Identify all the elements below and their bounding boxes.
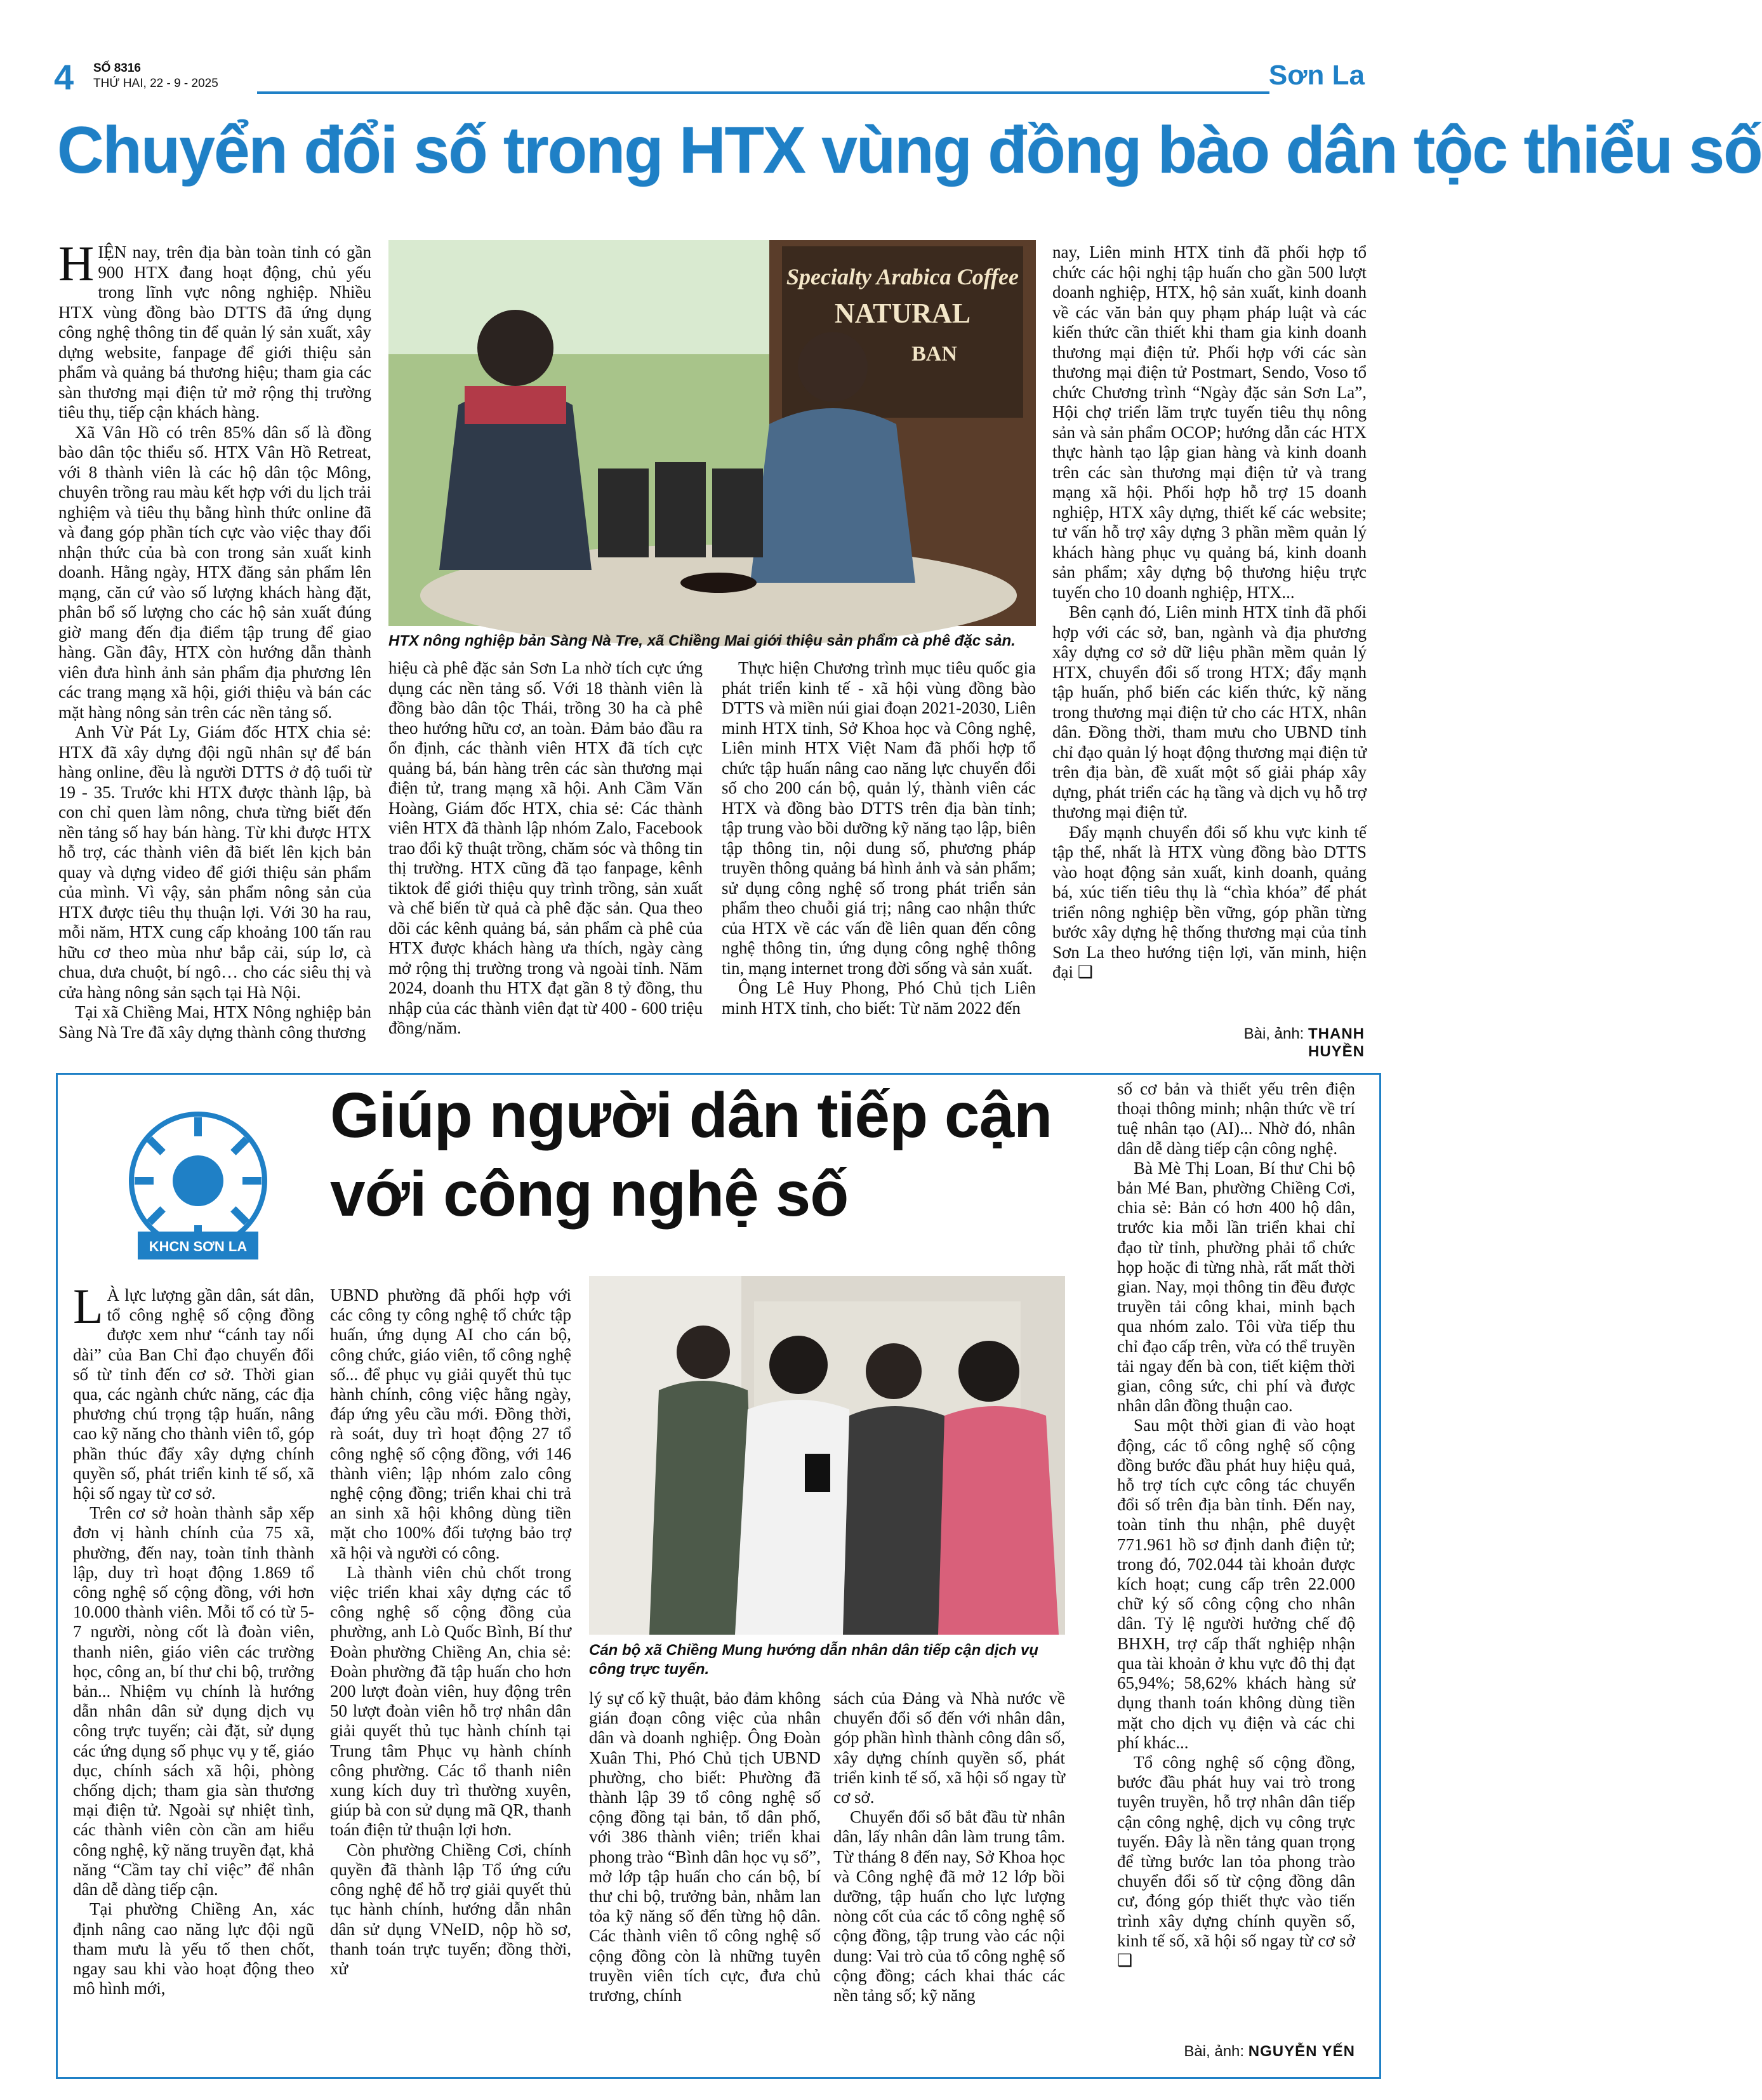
page-number: 4	[54, 57, 74, 97]
page-header	[54, 58, 1365, 96]
article2-paragraph: Chuyển đổi số bắt đầu từ nhân dân, lấy nhân dân làm trung tâm. Từ tháng 8 đến nay, Sở Khoa học và Công nghệ đã mở 12 lớp bồi dưỡng, tập huấn cho lực lượng nòng cốt của các tổ công nghệ số cộng đồng, tập trung vào các nội dung: Vai trò của tổ công nghệ số cộng đồng; cách khai thác các nền tảng số; kỹ năng	[833, 1807, 1065, 2005]
article1-paragraph: Đẩy mạnh chuyển đổi số khu vực kinh tế tập thể, nhất là HTX vùng đồng bào DTTS vào hoạt động sản xuất, kinh doanh, quảng bá, xúc tiến tiêu thụ là “chìa khóa” để phát triển nông nghiệp bền vững, góp phần từng bước xây dựng hệ thống thương mại của tỉnh Sơn La theo hướng tiện lợi, văn minh, hiện đại ❑	[1052, 822, 1367, 981]
article1-paragraph: HIỆN nay, trên địa bàn toàn tỉnh có gần 900 HTX đang hoạt động, chủ yếu trong lĩnh vực nông nghiệp. Nhiều HTX vùng đồng bào DTTS đã ứng dụng công nghệ thông tin để quản lý sản xuất, xây dựng website, fanpage để giới thiệu sản phẩm và quảng bá thương hiệu; tham gia các sàn thương mại điện tử mở rộng thị trường tiêu thụ, tiếp cận khách hàng.	[58, 236, 371, 422]
article2-paragraph: số cơ bản và thiết yếu trên điện thoại thông minh; nhận thức về trí tuệ nhân tạo (AI)... Nhờ đó, nhân dân dễ dàng tiếp cận công nghệ.	[1117, 1079, 1355, 1158]
article1-col4	[1052, 243, 1367, 1020]
article1-paragraph: Anh Vừ Pát Ly, Giám đốc HTX chia sẻ: HTX đã xây dựng đội ngũ nhân sự để bán hàng online, đều là người DTTS ở độ tuổi từ 19 - 35. Trước khi HTX được thành lập, bà con chỉ quen làm nông, chưa từng biết đến nền tảng số hay bán hàng. Từ khi được HTX hỗ trợ, các thành viên đã biết lên kịch bản quay và dựng video để giới thiệu sản phẩm của mình. Vì vậy, sản phẩm nông sản của HTX được tiêu thụ thuận lợi. Với 30 ha rau, mỗi năm, HTX cung cấp khoảng 100 tấn rau hữu cơ theo mùa như bắp cải, súp lơ, cà chua, dưa chuột, bí ngô… cho các siêu thị và cửa hàng nông sản sạch tại Hà Nội.	[58, 722, 371, 1002]
article1-col2	[388, 658, 703, 1046]
article2-byline: Bài, ảnh: NGUYỄN YẾN	[1184, 2043, 1355, 2060]
article1-paragraph: Bên cạnh đó, Liên minh HTX tỉnh đã phối hợp với các sở, ban, ngành và địa phương xây dựng cơ sở dữ liệu phần mềm quản lý HTX, chuyển đổi số trong HTX; đẩy mạnh tập huấn, phổ biến các kiến thức, kỹ năng trong thương mại điện tử cho các HTX, nhân dân. Đồng thời, tham mưu cho UBND tỉnh chỉ đạo quản lý hoạt động thương mại điện tử trên địa bàn, đề xuất một số giải pháp xây dựng, phát triển các hạ tầng và dịch vụ hỗ trợ thương mại điện tử.	[1052, 602, 1367, 821]
article2-col5	[1117, 1079, 1355, 2038]
article2-paragraph: Tại phường Chiềng An, xác định nâng cao năng lực đội ngũ tham mưu là yếu tố then chốt, ngay sau khi vào hoạt động theo mô hình mới,	[73, 1899, 314, 1998]
article1-paragraph: hiệu cà phê đặc sản Sơn La nhờ tích cực ứng dụng các nền tảng số. Với 18 thành viên là đồng bào dân tộc Thái, trồng 30 ha cà phê theo hướng hữu cơ, an toàn. Đảm bảo đầu ra ổn định, các thành viên HTX đã tích cực quảng bá, bán hàng trên các sàn thương mại điện tử, trang mạng xã hội. Anh Cầm Văn Hoàng, Giám đốc HTX, chia sẻ: Các thành viên HTX đã thành lập nhóm Zalo, Facebook trao đổi kỹ thuật trồng, chăm sóc và thông tin thị trường. HTX cũng đã tạo fanpage, kênh tiktok để giới thiệu quy trình trồng, sản xuất và chế biến từ quả cà phê đặc sản. Qua theo dõi các kênh quảng bá, sản phẩm cà phê của HTX được khách hàng ưa thích, ngày càng mở rộng thị trường trong và ngoài tỉnh. Năm 2024, doanh thu HTX đạt gần 8 tỷ đồng, thu nhập của các thành viên đạt từ 400 - 600 triệu đồng/năm.	[388, 658, 703, 1037]
article2-col3	[589, 1689, 821, 2063]
dropcap: L	[73, 1279, 103, 1334]
article2-col4	[833, 1689, 1065, 2063]
article2-title-line2: với công nghệ số	[330, 1159, 849, 1230]
article1-title: Chuyển đổi số trong HTX vùng đồng bào dân tộc thiểu số	[57, 114, 1762, 187]
article1-photo	[388, 240, 1036, 626]
article1-paragraph: Tại xã Chiềng Mai, HTX Nông nghiệp bản Sàng Nà Tre đã xây dựng thành công thương	[58, 1002, 371, 1042]
issue-date: THỨ HAI, 22 - 9 - 2025	[93, 77, 218, 90]
article1-col1	[58, 236, 371, 1047]
khcn-logo-icon	[116, 1105, 281, 1270]
article1-col3	[722, 658, 1036, 1046]
sign-text-specialty: Specialty Arabica Coffee	[786, 264, 1019, 289]
issue-number: SỐ 8316	[93, 62, 141, 75]
article2-paragraph: Trên cơ sở hoàn thành sắp xếp đơn vị hành chính của 75 xã, phường, đến nay, toàn tỉnh thành lập, duy trì hoạt động 1.869 tổ công nghệ số cộng đồng, với hơn 10.000 thành viên. Mỗi tổ có từ 5-7 người, nòng cốt là đoàn viên, thanh niên, giáo viên các trường học, công an, bí thư chi bộ, trưởng bản... Nhiệm vụ chính là hướng dẫn nhân dân sử dụng dịch vụ công trực tuyến; cài đặt, sử dụng các ứng dụng số phục vụ y tế, giáo dục, chính sách xã hội, phòng chống dịch; tham gia sàn thương mại điện tử. Ngoài sự nhiệt tình, các thành viên còn cần am hiểu công nghệ, kỹ năng truyền đạt, khả năng “Cầm tay chỉ việc” để nhân dân dễ dàng tiếp cận.	[73, 1503, 314, 1899]
logo-text: KHCN SƠN LA	[149, 1239, 248, 1254]
article2-col1	[73, 1279, 314, 2063]
khcn-logo	[116, 1105, 281, 1270]
issue-info	[93, 61, 218, 91]
article1-paragraph: nay, Liên minh HTX tỉnh đã phối hợp tổ chức các hội nghị tập huấn cho gần 500 lượt doanh nghiệp, HTX, hộ sản xuất, kinh doanh về các văn bản quy phạm pháp luật và các kiến thức cần thiết khi tham gia kinh doanh thương mại điện tử. Phối hợp với các sàn thương mại điện tử Postmart, Sendo, Voso tổ chức Chương trình “Ngày đặc sản Sơn La”, Hội chợ triển lãm trực tuyến tiêu thụ nông sản và sản phẩm OCOP; hướng dẫn các HTX thực hành tạo lập gian hàng và kinh doanh trên các sàn thương mại điện tử và trang mạng xã hội. Phối hợp hỗ trợ 15 doanh nghiệp, HTX xây dựng, thiết kế các website; tư vấn hỗ trợ xây dựng 3 phần mềm quản lý khách hàng phục vụ quảng bá, kinh doanh sản phẩm; xây dựng bộ thương hiệu trực tuyến cho 10 doanh nghiệp, HTX...	[1052, 243, 1367, 602]
article1-author: THANH HUYỀN	[1308, 1025, 1365, 1060]
article2-photo	[589, 1276, 1065, 1635]
article2-paragraph: lý sự cố kỹ thuật, bảo đảm không gián đoạn công việc của nhân dân và doanh nghiệp. Ông Đoàn Xuân Thi, Phó Chủ tịch UBND phường, cho biết: Phường đã thành lập 39 tổ công nghệ số cộng đồng tại bản, tổ dân phố, với 386 thành viên; triển khai phong trào “Bình dân học vụ số”, mở lớp tập huấn cho cán bộ, bí thư chi bộ, trưởng bản, nhằm lan tỏa kỹ năng số đến từng hộ dân. Các thành viên tổ công nghệ số cộng đồng còn là những tuyên truyền viên tích cực, đưa chủ trương, chính	[589, 1689, 821, 2005]
article2-paragraph: Sau một thời gian đi vào hoạt động, các tổ công nghệ số cộng đồng bước đầu phát huy hiệu quả, hỗ trợ tích cực công tác chuyển đổi số trên địa bàn tỉnh. Đến nay, toàn tỉnh thu nhận, phê duyệt 771.961 hồ sơ định danh điện tử; trong đó, 702.044 tài khoản được kích hoạt; cung cấp trên 22.000 chữ ký số công cộng cho nhân dân. Tỷ lệ người hưởng chế độ BHXH, trợ cấp thất nghiệp nhận qua tài khoản ở khu vực đô thị đạt 65,94%; 58,62% khách hàng sử dụng thanh toán không dùng tiền mặt cho dịch vụ điện và các chi phí khác...	[1117, 1416, 1355, 1752]
article2-paragraph: Là thành viên chủ chốt trong việc triển khai xây dựng các tổ công nghệ số cộng đồng của phường, anh Lò Quốc Bình, Bí thư Đoàn phường Chiềng An, chia sẻ: Đoàn phường đã tập huấn cho hơn 200 lượt đoàn viên, huy động trên 50 lượt đoàn viên hỗ trợ nhân dân giải quyết thủ tục hành chính tại Trung tâm Phục vụ hành chính công phường. Các tổ thanh niên xung kích duy trì thường xuyên, giúp bà con sử dụng mã QR, thanh toán điện tử thuận lợi hơn.	[330, 1562, 571, 1840]
article2-paragraph: sách của Đảng và Nhà nước về chuyển đổi số đến với nhân dân, góp phần hình thành công dân số, xây dựng chính quyền số, phát triển kinh tế số, xã hội số ngay từ cơ sở.	[833, 1689, 1065, 1807]
article2-paragraph: L À lực lượng gần dân, sát dân, tổ công nghệ số cộng đồng được xem như “cánh tay nối dài” của Ban Chỉ đạo chuyển đổi số từ tỉnh đến cơ sở. Thời gian qua, các ngành chức năng, các địa phương chú trọng tập huấn, nâng cao kỹ năng cho thành viên tổ, góp phần thúc đẩy xây dựng chính quyền số, phát triển kinh tế số, xã hội số ngay từ cơ sở.	[73, 1279, 314, 1503]
article2-col2	[330, 1286, 571, 2063]
article2-title-line1: Giúp người dân tiếp cận	[330, 1080, 1052, 1151]
article1-paragraph: Thực hiện Chương trình mục tiêu quốc gia phát triển kinh tế - xã hội vùng đồng bào DTTS và miền núi giai đoạn 2021-2030, Liên minh HTX tỉnh, Sở Khoa học và Công nghệ, Liên minh HTX Việt Nam đã phối hợp tổ chức tập huấn nâng cao năng lực chuyển đổi số cho 200 cán bộ, quản lý, thành viên các HTX và đồng bào DTTS trên địa bàn tỉnh; tập trung vào bồi dưỡng kỹ năng tạo lập, biên tập thông tin, nội dung số, phương pháp truyền thông quảng bá hình ảnh và sản phẩm; sử dụng công nghệ số trong phát triển sản phẩm theo chuỗi giá trị; nâng cao nhận thức của HTX về các vấn đề liên quan đến công nghệ thông tin, ứng dụng công nghệ thông tin, mạng internet trong đời sống và sản xuất.	[722, 658, 1036, 978]
people-photo-illustration	[589, 1276, 1065, 1635]
article2-paragraph: Tổ công nghệ số cộng đồng, bước đầu phát huy vai trò trong tuyên truyền, hỗ trợ nhân dân tiếp cận công nghệ, dịch vụ công trực tuyến. Đây là nền tảng quan trọng để từng bước lan tỏa phong trào chuyển đổi số từ cộng đồng dân cư, đóng góp thiết thực vào tiến trình xây dựng chính quyền số, kinh tế số, xã hội số ngay từ cơ sở ❑	[1117, 1752, 1355, 1970]
article2-photo-caption: Cán bộ xã Chiềng Mung hướng dẫn nhân dân tiếp cận dịch vụ công trực tuyến.	[589, 1642, 1038, 1678]
article2-title	[330, 1076, 1111, 1233]
section-name: Sơn La	[1268, 60, 1365, 91]
sign-text-ban: BAN	[911, 342, 957, 366]
article1-byline: Bài, ảnh: THANH HUYỀN	[1243, 1025, 1365, 1060]
sign-text-natural: NATURAL	[834, 298, 971, 329]
article1-paragraph: Xã Vân Hồ có trên 85% dân số là đồng bào dân tộc thiểu số. HTX Vân Hồ Retreat, với 8 thành viên là các hộ dân tộc Mông, chuyên trồng rau màu kết hợp với du lịch trải nghiệm và tiêu thụ bằng hình thức online đã và đang góp phần tích cực vào việc thay đổi nhận thức của bà con trong sản xuất kinh doanh. Hằng ngày, HTX đăng sản phẩm lên mạng, căn cứ vào số lượng khách hàng đặt, phân bổ số lượng cho các hộ sản xuất đúng giờ mang đến địa điểm tập trung để giao hàng. Gần đây, HTX còn hướng dẫn thành viên đưa hình ảnh sản phẩm địa phương lên các trang mạng xã hội, giới thiệu và bán các mặt hàng nông sản trên các nền tảng số.	[58, 422, 371, 722]
header-rule	[257, 91, 1269, 94]
article1-photo-caption: HTX nông nghiệp bản Sàng Nà Tre, xã Chiềng Mai giới thiệu sản phẩm cà phê đặc sản.	[388, 632, 1016, 649]
article1-paragraph: Ông Lê Huy Phong, Phó Chủ tịch Liên minh HTX tỉnh, cho biết: Từ năm 2022 đến	[722, 978, 1036, 1018]
dropcap: H	[58, 236, 95, 291]
article2-paragraph: Bà Mè Thị Loan, Bí thư Chi bộ bản Mé Ban, phường Chiềng Cơi, chia sẻ: Bản có hơn 400 hộ dân, trước kia mỗi lần triển khai chỉ đạo từ tỉnh, phường phải tổ chức họp hoặc đi từng nhà, rất mất thời gian. Nay, mọi thông tin đều được truyền tải công khai, minh bạch qua nhóm zalo. Tôi vừa tiếp thu chỉ đạo cấp trên, vừa có thể truyền tải ngay đến bà con, tiết kiệm thời gian, công sức, chi phí và được nhân dân đồng thuận cao.	[1117, 1158, 1355, 1416]
article2-author: NGUYỄN YẾN	[1248, 2043, 1355, 2060]
coffee-photo-illustration	[388, 240, 1036, 626]
article2-paragraph: UBND phường đã phối hợp với các công ty công nghệ tổ chức tập huấn, ứng dụng AI cho cán bộ, công chức, giáo viên, tổ công nghệ số... để phục vụ giải quyết thủ tục hành chính, công việc hằng ngày, đáp ứng yêu cầu mới. Đồng thời, rà soát, duy trì hoạt động 27 tổ công nghệ số cộng đồng, với 146 thành viên; lập nhóm zalo công nghệ cộng đồng; triển khai chi trả an sinh xã hội không dùng tiền mặt cho 100% đối tượng bảo trợ xã hội và người có công.	[330, 1286, 571, 1562]
article2-paragraph: Còn phường Chiềng Cơi, chính quyền đã thành lập Tổ ứng cứu công nghệ để hỗ trợ giải quyết thủ tục hành chính, hướng dẫn nhân dân sử dụng VNeID, nộp hồ sơ, thanh toán trực tuyến; đồng thời, xử	[330, 1840, 571, 1978]
